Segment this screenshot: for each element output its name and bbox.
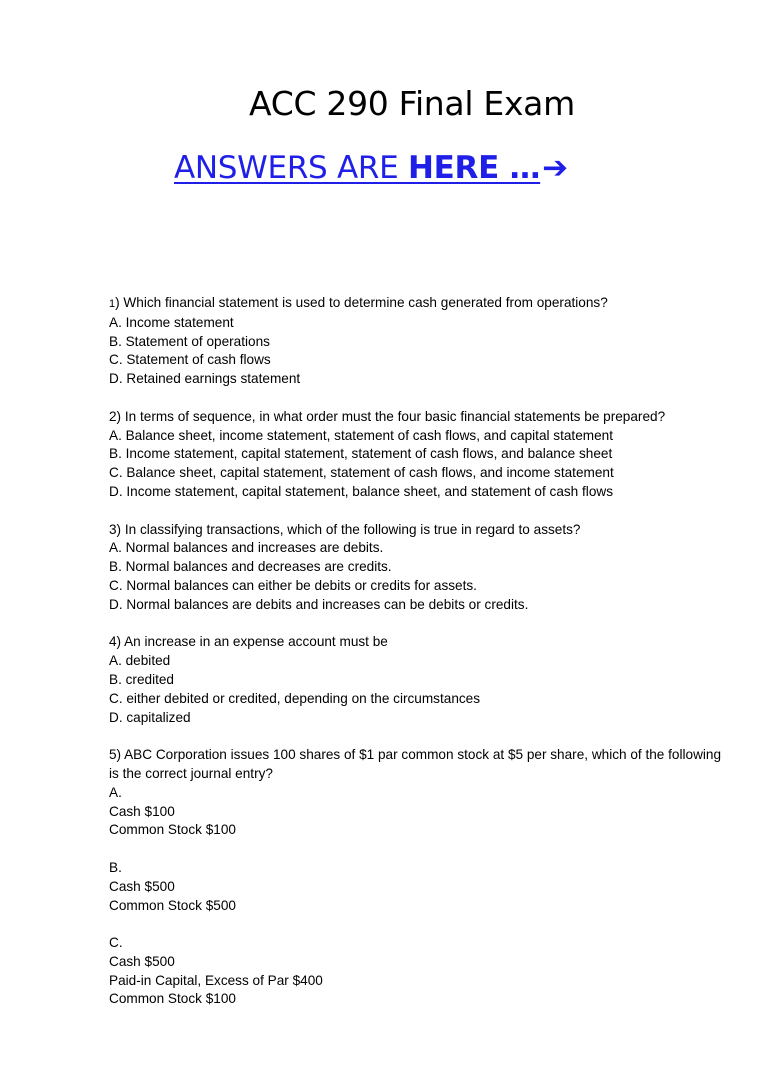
question-text: 2) In terms of sequence, in what order must the four basic financial statements be prepared? — [109, 408, 666, 424]
question-5 — [109, 746, 729, 1009]
question-3 — [109, 521, 729, 615]
answer-option: D. Retained earnings statement — [109, 371, 301, 387]
arrow-right-icon: ➔ — [542, 150, 568, 186]
answers-link-prefix: ANSWERS ARE — [174, 150, 408, 186]
answer-option: B. Normal balances and decreases are credits. — [109, 559, 392, 575]
entry-line: Paid-in Capital, Excess of Par $400 — [109, 972, 323, 988]
answer-option: B. Statement of operations — [109, 333, 270, 349]
journal-entry-option-c — [109, 934, 729, 1009]
answer-option: A. Income statement — [109, 314, 234, 330]
answer-option: D. capitalized — [109, 709, 191, 725]
question-number: 1 — [109, 298, 116, 310]
journal-entry-option-a — [109, 784, 729, 840]
answer-option: C. Normal balances can either be debits or credits for assets. — [109, 577, 477, 593]
entry-line: Cash $100 — [109, 803, 175, 819]
entry-line: Common Stock $100 — [109, 991, 236, 1007]
answer-option: C. Balance sheet, capital statement, statement of cash flows, and income statement — [109, 465, 614, 481]
question-text: 5) ABC Corporation issues 100 shares of $1 par common stock at $5 per share, which of the following is the correct journal entry? — [109, 747, 722, 781]
entry-label: B. — [109, 859, 122, 875]
answer-option: D. Normal balances are debits and increases can be debits or credits. — [109, 596, 529, 612]
journal-entry-option-b — [109, 859, 729, 915]
question-4 — [109, 633, 729, 727]
entry-line: Cash $500 — [109, 953, 175, 969]
answers-link-bold: HERE … — [407, 150, 541, 186]
entry-line: Cash $500 — [109, 878, 175, 894]
page-title: ACC 290 Final Exam — [249, 84, 575, 123]
answer-option: A. debited — [109, 653, 171, 669]
question-list — [109, 294, 729, 1028]
answer-option: B. Income statement, capital statement, statement of cash flows, and balance sheet — [109, 446, 613, 462]
answer-option: A. Balance sheet, income statement, statement of cash flows, and capital statement — [109, 427, 613, 443]
entry-label: C. — [109, 935, 123, 951]
question-text: 3) In classifying transactions, which of the following is true in regard to assets? — [109, 521, 581, 537]
question-2 — [109, 408, 729, 502]
question-text — [109, 294, 729, 314]
answers-link[interactable] — [174, 148, 568, 188]
entry-line: Common Stock $500 — [109, 897, 236, 913]
question-text-body: ) Which financial statement is used to determine cash generated from operations? — [115, 295, 608, 310]
answer-option: C. either debited or credited, depending on the circumstances — [109, 690, 481, 706]
question-text: 4) An increase in an expense account must be — [109, 634, 388, 650]
answer-option: D. Income statement, capital statement, balance sheet, and statement of cash flows — [109, 483, 613, 499]
answer-option: C. Statement of cash flows — [109, 352, 271, 368]
answer-option: A. Normal balances and increases are debits. — [109, 540, 384, 556]
question-1 — [109, 294, 729, 389]
answer-option: B. credited — [109, 671, 174, 687]
entry-line: Common Stock $100 — [109, 822, 236, 838]
entry-label: A. — [109, 784, 122, 800]
